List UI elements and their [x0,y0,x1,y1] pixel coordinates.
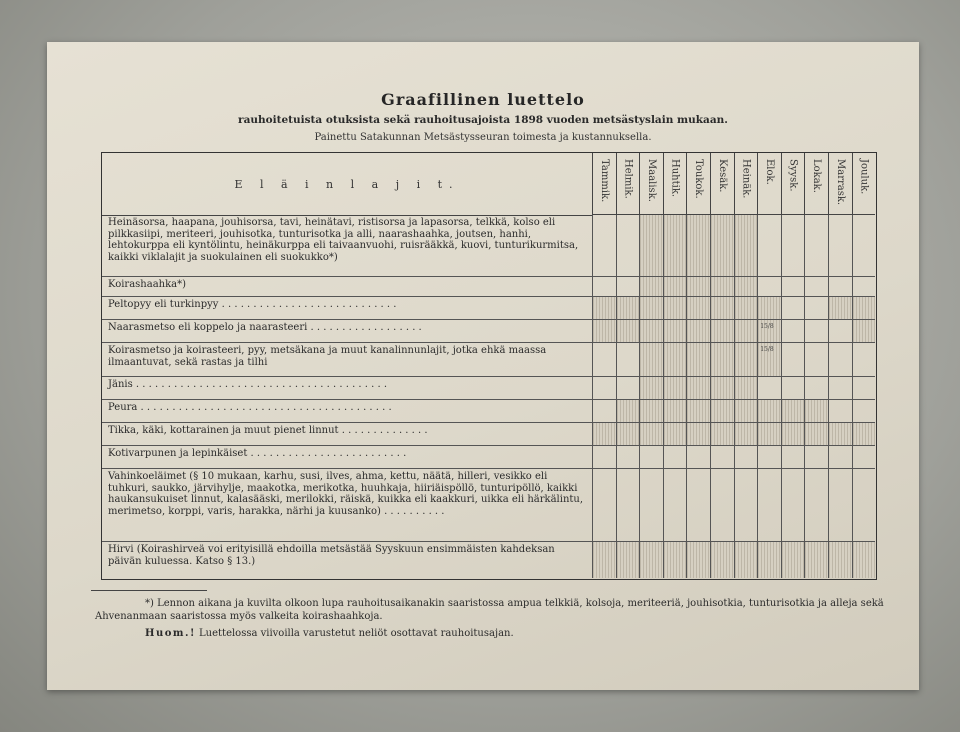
open-month-cell [592,400,616,423]
open-month-cell [852,469,876,542]
open-month-cell [852,446,876,469]
protected-month-cell [686,343,710,377]
protected-month-cell [781,542,805,578]
document-title: Graafillinen luettelo [381,90,585,109]
protected-month-cell [734,400,758,423]
protected-month-cell [710,215,734,277]
protected-month-cell [686,400,710,423]
species-row-label: Kotivarpunen ja lepinkäiset . . . . . . . . . . . . . . . . . . . . . . . . . [102,446,592,469]
protected-month-cell [710,423,734,446]
open-month-cell [828,469,852,542]
month-label: Helmik. [622,159,634,199]
open-month-cell [804,320,828,343]
protected-month-cell [686,320,710,343]
protected-month-cell [686,215,710,277]
protected-month-cell [710,542,734,578]
protected-month-cell [710,377,734,400]
protected-month-cell [686,542,710,578]
open-month-cell [804,277,828,297]
species-row-label: Vahinkoeläimet (§ 10 mukaan, karhu, susi, ilves, ahma, kettu, näätä, hilleri, vesikko eli tuhkuri, saukko, järvihylje, maakotka, merikotka, huuhkaja, hiiriäispöllö, tunturipöllö, kaikki haukansukuiset linnut, kalasääski, merilokki, räiskä, kuikka eli kaakkuri, uikka eli härkälintu, merimetso, korppi, varis, harakka, närhi ja kuusanko) . . . . . . . . . . [102,469,592,542]
protected-month-cell [639,423,663,446]
protected-month-cell [639,297,663,320]
footnote: *) Lennon aikana ja kuvilta olkoon lupa rauhoitusaikanakin saaristossa ampua telkkiä, kolsoja, meriteeriä, jouhisotkia, tunturisotkia ja alleja sekä Ahvenanmaan saaristossa myös valkeita koirashaahkoja. [95,598,884,622]
protected-month-cell [616,320,640,343]
open-month-cell [757,277,781,297]
protected-month-cell [686,423,710,446]
open-month-cell [828,277,852,297]
open-month-cell [804,446,828,469]
open-month-cell [710,469,734,542]
open-month-cell [639,469,663,542]
protected-month-cell [663,542,687,578]
open-month-cell [592,343,616,377]
hunting-season-table [101,152,877,580]
protected-month-cell [757,400,781,423]
protected-month-cell [734,320,758,343]
open-month-cell [592,215,616,277]
protected-month-cell [592,320,616,343]
protected-month-cell [592,423,616,446]
species-row-label: Peura . . . . . . . . . . . . . . . . . . . . . . . . . . . . . . . . . . . . . . . . [102,400,592,423]
open-month-cell [828,343,852,377]
protected-month-cell [734,297,758,320]
protected-month-cell [663,297,687,320]
month-label: Jouluk. [858,159,870,195]
open-month-cell [757,469,781,542]
open-month-cell [592,469,616,542]
protected-month-cell [781,400,805,423]
protected-month-cell [663,277,687,297]
open-month-cell [616,377,640,400]
species-row-label: Hirvi (Koirashirveä voi erityisillä ehdoilla metsästää Syyskuun ensimmäisten kahdeksan päivän kuluessa. Katso § 13.) [108,544,555,567]
open-month-cell [592,377,616,400]
month-label: Toukok. [693,159,705,199]
protected-month-cell [639,215,663,277]
protected-month-cell [592,297,616,320]
open-month-cell [781,469,805,542]
protected-month-cell [639,377,663,400]
protected-month-cell [686,297,710,320]
open-month-cell [852,215,876,277]
open-month-cell [828,446,852,469]
protected-month-cell [686,377,710,400]
month-header [710,153,734,215]
protected-month-cell [710,297,734,320]
protected-month-cell [639,277,663,297]
protected-month-cell [639,400,663,423]
month-header [734,153,758,215]
month-header [828,153,852,215]
open-month-cell [804,343,828,377]
species-row-label: Koirashaahka*) [102,277,592,297]
open-month-cell [592,277,616,297]
protected-month-cell [663,400,687,423]
document-subtitle: rauhoitetuista otuksista sekä rauhoitusajoista 1898 vuoden metsästyslain mukaan. [238,114,728,126]
protected-month-cell [852,320,876,343]
publisher-line: Painettu Satakunnan Metsästysseuran toimesta ja kustannuksella. [314,132,652,143]
month-label: Huhtik. [669,159,681,198]
protected-month-cell [616,423,640,446]
open-month-cell [804,469,828,542]
protected-month-cell [663,320,687,343]
open-month-cell [686,446,710,469]
protected-month-cell [757,423,781,446]
open-month-cell [663,446,687,469]
open-month-cell [616,446,640,469]
open-month-cell [828,320,852,343]
protected-month-cell [804,542,828,578]
month-label: Maalisk. [645,159,657,202]
open-month-cell [781,343,805,377]
protected-month-cell [686,277,710,297]
open-month-cell [663,469,687,542]
protected-month-cell [734,542,758,578]
protected-month-cell [852,297,876,320]
protected-month-cell [734,277,758,297]
open-month-cell [781,297,805,320]
protected-month-cell [734,423,758,446]
open-month-cell [734,469,758,542]
open-month-cell [592,446,616,469]
open-month-cell [616,215,640,277]
month-label: Heinäk. [740,159,752,199]
protected-month-cell [828,423,852,446]
note-text: Luettelossa viivoilla varustetut neliöt osottavat rauhoitusajan. [199,628,514,639]
open-month-cell [804,377,828,400]
open-month-cell [804,215,828,277]
open-month-cell [804,297,828,320]
open-month-cell [616,469,640,542]
open-month-cell [828,400,852,423]
protected-month-cell [663,377,687,400]
month-header [804,153,828,215]
open-month-cell [781,446,805,469]
open-month-cell [757,377,781,400]
open-month-cell [757,215,781,277]
open-month-cell [852,377,876,400]
month-label: Syysk. [787,159,799,192]
protected-month-cell [734,343,758,377]
open-month-cell [781,277,805,297]
note [145,628,514,639]
month-label: Marrask. [834,159,846,206]
open-month-cell [828,377,852,400]
open-month-cell [639,446,663,469]
protected-month-cell [616,542,640,578]
protected-month-cell [616,400,640,423]
open-month-cell [781,377,805,400]
species-column-header: E l ä i n l a j i t. [102,153,592,216]
protected-month-cell [852,542,876,578]
date-note: 15/8 [760,346,774,353]
protected-month-cell [781,423,805,446]
month-label: Elok. [763,159,775,185]
protected-month-cell [639,343,663,377]
open-month-cell [828,215,852,277]
protected-month-cell [710,320,734,343]
protected-month-cell [592,542,616,578]
species-row-label: Koirasmetso ja koirasteeri, pyy, metsäkana ja muut kanalinnunlajit, jotka ehkä maassa ilmaantuvat, sekä rastas ja tilhi [102,343,592,377]
open-month-cell [757,446,781,469]
month-header [616,153,640,215]
species-row-label: Peltopyy eli turkinpyy . . . . . . . . . . . . . . . . . . . . . . . . . . . . [102,297,592,320]
document-sheet [47,42,919,690]
protected-month-cell [804,400,828,423]
month-label: Lokak. [811,159,823,193]
protected-month-cell [663,343,687,377]
protected-month-cell [710,277,734,297]
month-header [852,153,876,215]
month-label: Tammik. [598,159,610,203]
open-month-cell [781,320,805,343]
open-month-cell [616,343,640,377]
protected-month-cell [852,423,876,446]
protected-month-cell [616,297,640,320]
protected-month-cell [710,400,734,423]
species-row-label: Heinäsorsa, haapana, jouhisorsa, tavi, heinätavi, ristisorsa ja lapasorsa, telkkä, kolso eli pilkkasiipi, meriteeri, jouhisotka, tunturisotka ja alli, naarashaahka, joutsen, hanhi, lehtokurppa eli kyntölintu, heinäkurppa eli taivaanvuohi, ruisrääkkä, kuovi, tunturikurmitsa, kaikki viklalajit ja suokulainen eli suokukko*) [102,215,592,277]
date-note: 15/8 [760,323,774,330]
note-label: Huom.! [145,628,196,639]
protected-month-cell [663,423,687,446]
protected-month-cell [828,542,852,578]
month-header [781,153,805,215]
month-label: Kesäk. [716,159,728,193]
species-row-label: Jänis . . . . . . . . . . . . . . . . . . . . . . . . . . . . . . . . . . . . . . . . [102,377,592,400]
month-header [757,153,781,215]
month-header [639,153,663,215]
footnote-rule [91,590,207,591]
protected-month-cell [757,297,781,320]
open-month-cell [852,343,876,377]
month-header [686,153,710,215]
open-month-cell [710,446,734,469]
protected-month-cell [663,215,687,277]
protected-month-cell [734,215,758,277]
open-month-cell [852,400,876,423]
open-month-cell [734,446,758,469]
month-header [663,153,687,215]
open-month-cell [852,277,876,297]
species-row-label: Tikka, käki, kottarainen ja muut pienet linnut . . . . . . . . . . . . . . [102,423,592,446]
open-month-cell [686,469,710,542]
protected-month-cell [734,377,758,400]
protected-month-cell [639,542,663,578]
protected-month-cell [804,423,828,446]
open-month-cell [616,277,640,297]
protected-month-cell [639,320,663,343]
month-header [592,153,616,215]
protected-month-cell [710,343,734,377]
protected-month-cell [757,542,781,578]
species-row-label: Naarasmetso eli koppelo ja naarasteeri . . . . . . . . . . . . . . . . . . [102,320,592,343]
open-month-cell [781,215,805,277]
protected-month-cell [828,297,852,320]
